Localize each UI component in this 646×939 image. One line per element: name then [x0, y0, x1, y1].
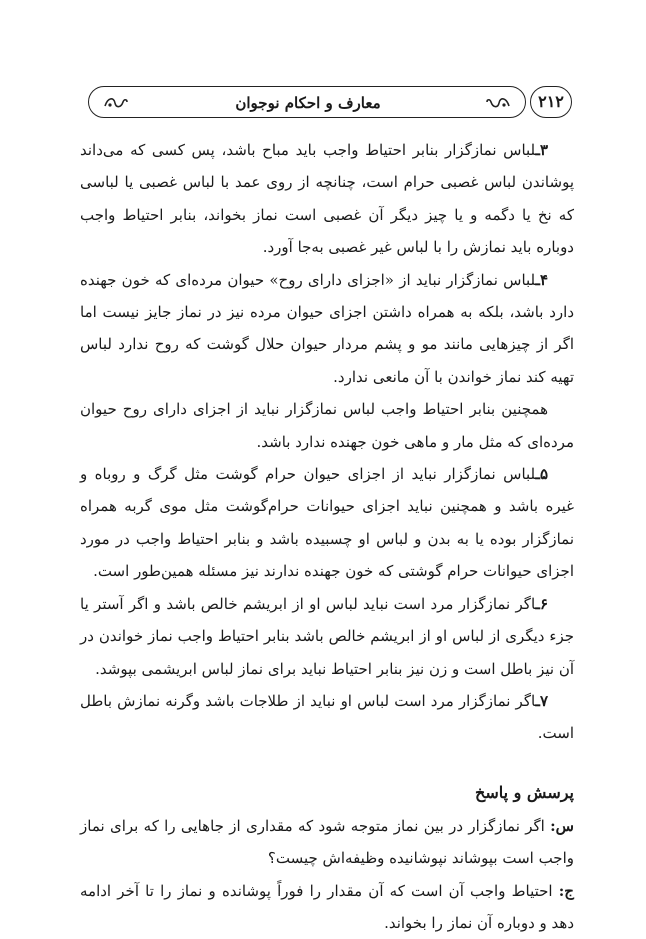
rule-paragraph — [80, 588, 574, 685]
header-title-frame — [88, 86, 526, 118]
page-body — [80, 134, 574, 939]
rule-text: لباس نمازگزار نباید از «اجزای دارای روح» حیوان مرده‌ای که خون جهنده دارد باشد، بلکه به همراه داشتن اجزای حیوان مرده نیز در نماز جایز نیست اما اگر از چیزهایی مانند مو و پشم مردار حیوان حلال گوشت که روح ندارد لباس تهیه کند نماز خواندن با آن مانعی ندارد. — [80, 270, 574, 386]
question-paragraph — [80, 810, 574, 875]
rule-text: اگر نمازگزار مرد است لباس او نباید از طلاجات باشد وگرنه نمازش باطل است. — [80, 691, 574, 743]
question-text: اگر نمازگزار در بین نماز متوجه شود که مقداری از جاهایی را که برای نماز واجب است بپوشاند نپوشانیده وظیفه‌اش چیست؟ — [80, 816, 574, 868]
rule-paragraph — [80, 264, 574, 394]
rule-number: ۷ـ — [535, 691, 548, 710]
rule-number: ۴ـ — [535, 270, 548, 289]
answer-text: احتیاط واجب آن است که آن مقدار را فوراً پوشانده و نماز را تا آخر ادامه دهد و دوباره آن نماز را بخواند. — [80, 881, 574, 932]
rule-number: ۳ـ — [535, 141, 548, 159]
rule-paragraph — [80, 393, 574, 458]
rule-text: لباس نمازگزار بنابر احتیاط واجب باید مباح باشد، پس کسی که می‌داند پوشاندن لباس غصبی حرام است، چنانچه از روی عمد با لباس غصبی یا لباسی که نخ یا دگمه و یا چیز دیگر آن غصبی است نماز بخواند، بنابر احتیاط واجب دوباره باید نمازش را با لباس غیر غصبی به‌جا آورد. — [80, 141, 574, 257]
answer-paragraph — [80, 875, 574, 939]
question-label: س: — [550, 816, 574, 835]
qa-heading: پرسش و پاسخ — [474, 782, 574, 802]
rule-number: ۵ـ — [535, 465, 548, 484]
page-header — [88, 86, 572, 120]
page-number: ۲۱۲ — [530, 86, 572, 118]
rule-text: لباس نمازگزار نباید از اجزای حیوان حرام گوشت مثل گرگ و روباه و غیره باشد و همچنین نباید اجزای حیوانات حرام‌گوشت مثل موی گربه همراه نمازگزار بوده یا به بدن و لباس او چسبیده باشد و بنابر احتیاط واجب در مورد اجزای حیوانات حرام گوشتی که خون جهنده ندارند نیز مسئله همین‌طور است. — [80, 465, 574, 581]
rule-paragraph — [80, 134, 574, 264]
rule-text: همچنین بنابر احتیاط واجب لباس نمازگزار نباید از اجزای دارای روح حیوان مرده‌ای که مثل مار و ماهی خون جهنده ندارد باشد. — [80, 400, 574, 451]
answer-label: ج: — [558, 881, 574, 900]
rule-number: ۶ـ — [535, 594, 548, 613]
rule-text: اگر نمازگزار مرد است نباید لباس او از ابریشم خالص باشد و اگر آستر یا جزء دیگری از لباس او از ابریشم خالص باشد بنابر احتیاط واجب نماز خواندن در آن نیز باطل است و زن نیز بنابر احتیاط نباید برای نماز لباس ابریشمی بپوشد. — [80, 594, 574, 678]
rule-paragraph — [80, 458, 574, 588]
rule-paragraph — [80, 685, 574, 750]
book-title: معارف و احکام نوجوان — [235, 94, 381, 112]
ornament-icon — [485, 94, 511, 112]
